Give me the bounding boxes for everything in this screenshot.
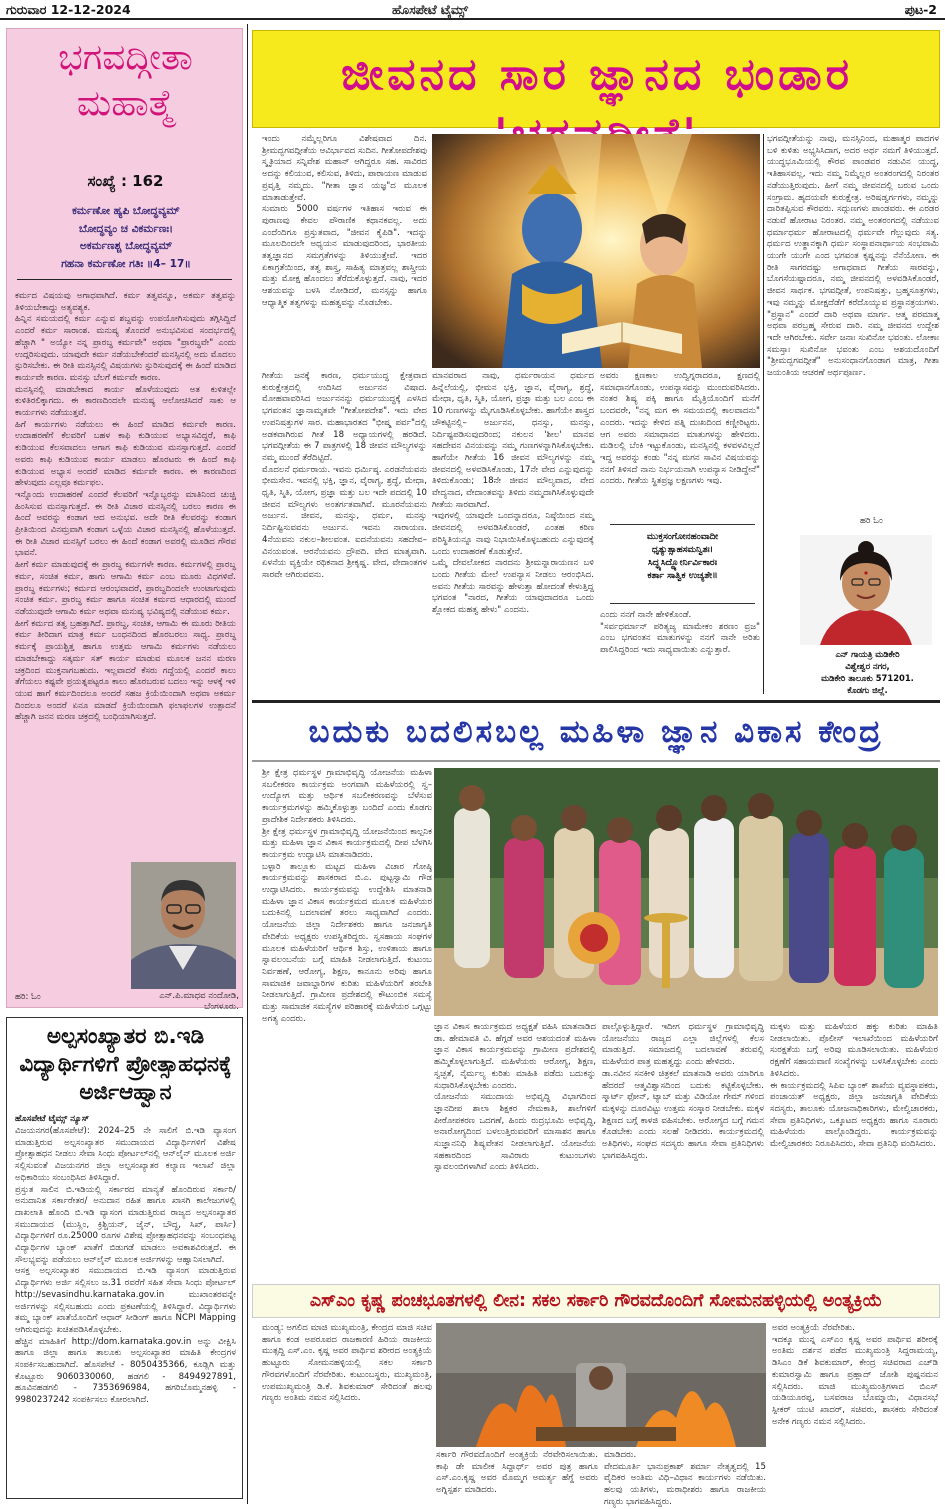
portrait-woman-image — [800, 535, 932, 645]
article3-col2: ಸರ್ಕಾರಿ ಗೌರವದೊಂದಿಗೆ ಅಂತ್ಯಕ್ರಿಯೆ ನೆರವೇರಿಸಲಾಯಿತು. ಕಾಫಿ ಡೇ ಮಾಲೀಕ ಸಿದ್ದಾರ್ಥ್ ಅವರ ಪುತ್ರ ಹಾಗೂ ಎಸ್.ಎಂ.ಕೃಷ್ಣ ಅವರ ಮೊಮ್ಮಗ ಅಮರ್ತ್ಯ ಹೆಗ್ಡೆ ಅವರು ಅಗ್ನಿಸ್ಪರ್ಶ ಮಾಡಿದರು. — [436, 1450, 598, 1496]
gita-author: ಎನ್.ಪಿ.ಮಾಧವ ನಂದೋಡಿ, ಬೆಂಗಳೂರು. — [159, 991, 239, 1012]
masthead — [0, 0, 945, 20]
gita-verse: ಕರ್ಮಣೋ ಹ್ಯಪಿ ಬೋದ್ಧವ್ಯಮ್ ಬೋದ್ಧವ್ಯಂ ಚ ವಿಕರ್ಮಣಃ। ಅಕರ್ಮಣಶ್ಚ ಬೋದ್ಧವ್ಯಮ್ ಗಹನಾ ಕರ್ಮಣೋ ಗತಿಃ ॥4– 17॥ — [61, 205, 191, 270]
article1-headline: ಜೀವನದ ಸಾರ ಜ್ಞಾನದ ಭಂಡಾರ — [341, 49, 853, 100]
notice-title: ಅಲ್ಪಸಂಖ್ಯಾತರ ಬಿ.ಇಡಿ ವಿದ್ಯಾರ್ಥಿಗಳಿಗೆ ಪ್ರೋತ್ಸಾಹಧನಕ್ಕೆ ಅರ್ಜಿಆಹ್ವಾನ — [19, 1024, 232, 1105]
article1-quote: ಮುಕ್ತಸಂಗೋನಹಂವಾದೀ ಧೃತ್ಯುತ್ಸಾಹಸಮನ್ವಿತಃ। ಸಿದ್ಧ್ಯಸಿದ್ಧ್ಯೋರ್ನಿರ್ವಿಕಾರಃ ಕರ್ತಾ ಸಾತ್ವಿಕ ಉಚ್ಯತೇ॥ — [610, 524, 755, 604]
article2-col4: ಮಕ್ಕಳು ಮತ್ತು ಮಹಿಳೆಯರ ಹಕ್ಕು ಕುರಿತು ಮಾಹಿತಿ ನೀಡಲಾಯಿತು. ಪೊಲೀಸ್ ಇಲಾಖೆಯಿಂದ ಮಹಿಳೆಯರಿಗೆ ಸುರಕ್ಷತೆಯ ಬಗ್ಗೆ ಅರಿವು ಮೂಡಿಸಲಾಯಿತು. ಮಹಿಳೆಯರ ರಕ್ಷಣೆಗೆ ಸಹಾಯವಾಣಿ ಸಂಖ್ಯೆಗಳನ್ನು ಬಳಸಿಕೊಳ್ಳಬೇಕು ಎಂದು ತಿಳಿಸಿದರು. ಈ ಕಾರ್ಯಕ್ರಮದಲ್ಲಿ ಸಿಪಿಐ ಬ್ಯಾಂಕ್ ಶಾಖೆಯ ವ್ಯವಸ್ಥಾಪಕರು, ಪಂಚಾಯತ್ ಅಧ್ಯಕ್ಷರು, ಜಿಲ್ಲಾ ಜನಜಾಗೃತಿ ವೇದಿಕೆಯ ಸದಸ್ಯರು, ತಾಲೂಕು ಯೋಜನಾಧಿಕಾರಿಗಳು, ಮೇಲ್ವಿಚಾರಕರು, ಸೇವಾ ಪ್ರತಿನಿಧಿಗಳು, ಒಕ್ಕೂಟದ ಅಧ್ಯಕ್ಷರು ಹಾಗೂ ನೂರಾರು ಮಹಿಳೆಯರು ಪಾಲ್ಗೊಂಡಿದ್ದರು. ಕಾರ್ಯಕ್ರಮವನ್ನು ಮೇಲ್ವಿಚಾರಕರು ನಿರೂಪಿಸಿದರು, ಸೇವಾ ಪ್ರತಿನಿಧಿ ವಂದಿಸಿದರು. — [770, 1022, 938, 1150]
article1-col1-top: ಇಂದು ನಮ್ಮೆಲ್ಲರಿಗೂ ವಿಶೇಷವಾದ ದಿನ. ಶ್ರೀಮದ್ಭಗವದ್ಗೀತೆಯ ಆವಿರ್ಭಾವದ ಸುದಿನ. ಗೀತೋಪದೇಶವು ಸ್ಮೃತಿಯಾದ ಸನ್ನಿವೇಶ ಮಹಾನ್ ಆಗಿದ್ದರೂ ಸಹ. ಸಾವಿರದ ಅದನ್ನು ಕಲಿಯುವ, ಕಲಿಸುವ, ತಿಳಿದು, ಪಾರಾಯಣ ಮಾಡುವ ಪ್ರವೃತ್ತಿ ನಮ್ಮದು. "ಗೀತಾ ಜ್ಞಾನ ಯಜ್ಞ"ದ ಮೂಲಕ ಮಾತಾಡುತ್ತೇವೆ. ಸುಮಾರು 5000 ವರ್ಷಗಳ ಇತಿಹಾಸ ಇರುವ ಈ ಪುರಾಣವು ಕೇವಲ ಪೌರಾಣಿಕ ಕಥಾನಕವಲ್ಲ. ಅದು ಎಂದೆಂದಿಗೂ ಪ್ರಸ್ತುತವಾದ, "ಜೀವನ ಕೈಪಿಡಿ". ಇದನ್ನು ಮೂಲದಿಂದಲೇ ಅಧ್ಯಯನ ಮಾಡುವುದರಿಂದ, ಭಾರತೀಯ ತತ್ವಜ್ಞಾನದ ಸಮಗ್ರತೆಗಳನ್ನು ತಿಳಿಯುತ್ತೇವೆ. ಇದರ ಏಕಾಗ್ರತೆಯಿಂದ, ತತ್ವ ಶಾಸ್ತ್ರ, ಸಾಹಿತ್ಯ ಮಾತ್ರವಲ್ಲ ಶಾಸ್ತ್ರೀಯ ಮತ್ತು ಮೋಕ್ಷ ಹೊಂದಲು ತೆರೆದುಕೊಳ್ಳುತ್ತದೆ. ನಾವು, ಇದರ ಆಶಯವನ್ನು ಬಳಸಿ ನೋಡಿದರೆ, ಮನಸ್ಸನ್ನು ಹಾಗೂ ಆಧ್ಯಾತ್ಮಿಕ ತತ್ವಗಳನ್ನು ಮಹತ್ವವನ್ನು ನೊಡಬೇಕು. — [262, 134, 427, 308]
article2-header — [252, 700, 940, 762]
krishna-arjuna-illustration — [432, 134, 760, 368]
article1-col1-bottom: ಗೀತೆಯ ಜನಕ್ಕೆ ಕಾರಣ, ಧರ್ಮಯುದ್ಧ ಕ್ಷೇತ್ರವಾದ ಕುರುಕ್ಷೇತ್ರದಲ್ಲಿ ಉದಿಸಿದ ಅರ್ಜುನನ ವಿಷಾದ. ಮೋಹವಾವರಿಸಿದ ಅರ್ಜುನನನ್ನು ಧರ್ಮಯುದ್ಧಕ್ಕೆ ಎಳಸಿದ ಭಗವಂತನ ಜ್ಞಾನಾಮೃತವೇ "ಗೀತೋಪದೇಶ". ಇದು ವೇದ ಉಪನಿಷತ್ತುಗಳ ಸಾರ. ಮಹಾಭಾರತದ "ಭೀಷ್ಮ ಪರ್ವ"ದಲ್ಲಿ ಅಡಕವಾಗಿರುವ ಗೀತೆ 18 ಅಧ್ಯಾಯಗಳಲ್ಲಿ ಹರಡಿದೆ. ಭಗವದ್ಗೀತೆಯ ಈ 7 ಪಾತ್ರಗಳಲ್ಲಿ 18 ಜೀವನ ಮೌಲ್ಯಗಳನ್ನು ನಮ್ಮ ಮುಂದೆ ತೆರೆದಿಟ್ಟಿದೆ. ಮೊದಲನೆ ಧರ್ಮರಾಯ. ಇವನು ಧರ್ಮಿಷ್ಠ. ಎರಡನೆಯವನು ಭೀಮಸೇನ. ಇವನಲ್ಲಿ ಭಕ್ತಿ, ಜ್ಞಾನ, ವೈರಾಗ್ಯ, ಶ್ರದ್ಧೆ, ಮೇಧಾ, ಧೃತಿ, ಸ್ಮಿತಿ, ಯೋಗ, ಪ್ರಜ್ಞಾ ಮತ್ತು ಬಲ ಇದೇ ಪದದಲ್ಲಿ 10 ಜೀವನ ಮೌಲ್ಯಗಳು ಅಂತರ್ಗತವಾಗಿವೆ. ಮೂರನೆಯವನು ಅರ್ಜುನ. ಜೀವನ, ಮನಸ್ಸು, ಧರ್ಮ, ಮನಸ್ಸು ನಿರ್ದಿಷ್ಟಿಸುವವನು ಅರ್ಜುನ. ಇವನು ನಾರಾಯಣ. 4ನೆಯವನು ನಕುಲ–ಶೀಲವಂತ. ಐದನೆಯವನು ಸಹದೇವ–ವಿನಯವಂತ. ಆರನೆಯವನು ದ್ರೌಪದಿ. ವೇದ ಮಾತೃವಾಗಿ. ಏಳನೆಯ ವ್ಯಕ್ತಿಯೇ ರಥಿಕನಾದ ಶ್ರೀಕೃಷ್ಣ. ವೇದ, ವೇದಾಂತಗಳ ಸಾರವೇ ಆಗಿರುವವನು. — [262, 371, 427, 580]
gita-body-text: ಕರ್ಮದ ವಿಷಯವು ಅಗಾಧವಾಗಿದೆ. ಕರ್ಮ ತತ್ವವನ್ನೂ, ಅಕರ್ಮ ತತ್ವವನ್ನು ತಿಳಿಯಬೇಕಾದ್ದು ಅತ್ಯವಶ್ಯಕ. ಹಿನ್ನಿನ ಸಮಯದಲ್ಲಿ ಕರ್ಮ ಎನ್ನುವ ಶಬ್ದವನ್ನು ಉಪಯೋಗಿಸುವುದು ತಗ್ಗಿಸಿದ್ದಿದೆ ಎಂದರೆ ಕರ್ಮ ಸಾರಾಂಶ. ಮನುಷ್ಯ ತೊಂದರೆ ಅನುಭವಿಸುವ ಸಂದರ್ಭದಲ್ಲಿ ಹೆಚ್ಚಾಗಿ " ಅಯ್ಯೋ ನನ್ನ ಪ್ರಾರಬ್ಧ ಕರ್ಮವೇ" ಅಥವಾ "ಪ್ರಾರಬ್ಧವೇ" ಎಂದು ಉದ್ಗರಿಸುವುದು. ಯಾವುದೇ ಕರ್ಮ ನಡೆಯಬೇಕೆಂದರೆ ಮನಸ್ಸಿನಲ್ಲಿ ಅದು ಮೊದಲು ಸ್ಫುರಿಸಬೇಕು. ಈ ರೀತಿ ಮನಸ್ಸಿನಲ್ಲಿ ವಿಷಯಗಳು ಸ್ಫುರಿಸುವುದಕ್ಕೆ ಈ ಹಿಂದೆ ಮಾಡಿದ ಕಾರ್ಯವೇ ಕಾರಣ. ಮನಸ್ಸು ಬೆಲಗೆ ಕರ್ಮವೇ ಕಾರಣ. ಮನಸ್ಸಿನಲ್ಲಿ ಮಾಡಬೇಕಾದ ಕಾರ್ಯ ಹೊಳೆಯುವುದು ಅತ ಕುಳಿತಲ್ಲೇ ಕುಳಿತಿರಲಿಕ್ಕಾಗದು. ಈ ಕಾರಣದಿಂದಲೇ ಮನುಷ್ಯ ಆಲೋಚಿಸಿದರೆ ಸಾಕು ಆ ಕಾರ್ಯಗಳು ನಡೆಯುತ್ತವೆ. ಹಿಗೆ ಕಾರ್ಯಗಳು ನಡೆಯಲು ಈ ಹಿಂದೆ ಮಾಡಿದ ಕರ್ಮವೇ ಕಾರಣ. ಉದಾಹರಣೆಗೆ ಕೆಲವರಿಗೆ ಬಹಳ ಕಾಫಿ ಕುಡಿಯುವ ಅಭ್ಯಾಸವಿದ್ದರೆ, ಕಾಫಿ ಕುಡಿಯುವ ಕೆಲಸವಾದಲು ಆಗಾಗ ಕಾಫಿ ಕುಡಿಯುವ ಮನಸ್ಸಾಗುತ್ತದೆ. ಎಂದರೆ ಅವರು ಕಾಫಿ ಕುಡಿಯುವ ಕಾರ್ಯ ಮಾಡಲು ಹೊರಟರು ಈ ಹಿಂದೆ ಕಾಫಿ ಕುಡಿಯುವ ಅಭ್ಯಾಸ ಅಂದರೆ ಮಾಡಿದ ಕರ್ಮವೇ ಕಾರಣ. ಈ ಕಾರಣದಿಂದ ಹೇಳುವುದು ಎಲ್ಲವೂ ಕರ್ಮಫಲ. ಇನ್ನೊಂದು ಉದಾಹರಣೆ ಎಂದರೆ ಕೆಲವರಿಗೆ ಇನ್ನೊಬ್ಬರನ್ನು ಮಾತಿನಿಂದ ಚುಚ್ಚಿ ಹಿಂಸಿಸುವ ಮನಸ್ಸಾಗುತ್ತದೆ. ಈ ರೀತಿ ವಿಚಾರ ಮನಸ್ಸಿನಲ್ಲಿ ಬರಲು ಕಾರಣ ಈ ಹಿಂದೆ ಅವರನ್ನು ಕಂಡಾಗ ಆದ ಅನುಭವ. ಅದೇ ರೀತಿ ಕೆಲವರನ್ನು ಕಂಡಾಗ ಪ್ರೀತಿಯಿಂದ ವಿನಮ್ರವಾಗಿ ಕಂಡಾಗ ಒಳ್ಳೆಯ ವಿಚಾರ ಮನಸ್ಸಿನಲ್ಲಿ ಹೊಳೆಯುತ್ತದೆ. ಈ ರೀತಿ ವಿಚಾರ ಮನಸ್ಸಿಗೆ ಬರಲು ಈ ಹಿಂದೆ ಕಂಡಾಗ ಅವರಲ್ಲಿ ಮೂಡಿದ ಗೌರವ ಭಾವನೆ. ಹೀಗೆ ಕರ್ಮ ಮಾಡುವುದಕ್ಕೆ ಈ ಪ್ರಾರಬ್ಧ ಕರ್ಮಗಳೇ ಕಾರಣ. ಕರ್ಮಗಳಲ್ಲಿ ಪ್ರಾರಬ್ಧ ಕರ್ಮ, ಸಂಚಿತ ಕರ್ಮ, ಹಾಗು ಆಗಾಮಿ ಕರ್ಮ ಎಂಬ ಮೂರು ವಿಧಗಳಿವೆ. ಪ್ರಾರಬ್ಧ ಕರ್ಮಗಳು; ಕರ್ಮದ ಆರಂಭವಾದರೆ, ಪ್ರಾರಬ್ಧದಿಂದಲೇ ಉಂಟಾಗುವುದು ಸಂಚಿತ ಕರ್ಮ. ಪ್ರಾರಬ್ಧ ಕರ್ಮ ಹಾಗೂ ಸಂಚಿತ ಕರ್ಮದ ಆಧಾರದಲ್ಲಿ ಮುಂದೆ ನಡೆಯುವುದೇ ಆಗಾಮಿ ಕರ್ಮ ಅಥವಾ ಮನುಷ್ಯ ಭವಿಷ್ಯದಲ್ಲಿ ನಡೆಯುವ ಕರ್ಮ. ಹೀಗೆ ಕರ್ಮದ ತತ್ವ ಬ್ರಹತ್ತಾಗಿದೆ. ಪ್ರಾರಬ್ಧ, ಸಂಚಿತ, ಆಗಾಮಿ ಈ ಮೂರು ರೀತಿಯ ಕರ್ಮ ತೀರಿದಾಗ ಮಾತ್ರ ಕರ್ಮ ಬಂಧನದಿಂದ ಹೊರಬರಲು ಸಾಧ್ಯ. ಪ್ರಾರಬ್ಧ ಕರ್ಮಕ್ಕೆ ಪ್ರಾಯಶ್ಚಿತ್ತ ಹಾಗೂ ಉತ್ತಮ ಆಗಾಮಿ ಕರ್ಮಗಳು ನಡೆಯಲು ಮಾಡಬೇಕಾದ್ದು ಸತ್ಕರ್ಮ ಸತ್ ಕಾರ್ಯ ಮಾಡುವ ಮೂಲಕ ಜನನ ಮರಣ ಚಕ್ರದಿಂದ ಮುಕ್ತನಾಗಬಹುದು. ಇಲ್ಲವಾದರೆ ಕೆಸರು ಗದ್ದೆಯಲ್ಲಿ ಎಂದರೆ ಕಾಲು ತೆಗೆಯಲು ಕಷ್ಟವೇ ಪ್ರಯತ್ನಪಟ್ಟರೂ ಕಾಲು ಹೊರಬರುವ ಬದಲು ಇನ್ನು ಆಳಕ್ಕೆ ಇಳಿ ಯುವ ಹಾಗೆ ಕರ್ಮದಿಂದಲೂ ಅಂದರೆ ಸಹಜ ಕ್ರಿಯೆಯಿಂದಾಗಿ ಅಥವಾ ಅಕರ್ಮ ದಿಂದಲೂ ಅಂದರೆ ಏನೂ ಮಾಡದೆ ಕ್ರಿಯೆಯಿಂದಾಗಿ ಫಲಾಫಲಗಳ ಉತ್ಪಾದನೆ ಹೆಚ್ಚಾಗಿ ಜನನ ಮರಣ ಚಕ್ರದಲ್ಲಿ ಬಂಧಿಯಾಗಿಸುತ್ತದೆ. — [15, 291, 236, 723]
event-photo — [434, 768, 938, 1016]
article1-col3: ಅವರು ಕ್ಷಣಕಾಲ ಉದ್ವಿಗ್ನರಾದರೂ, ಕ್ಷಣದಲ್ಲಿ ಸಮಾಧಾನಗೊಂಡು, ಉಪನ್ಯಾಸವನ್ನು ಮುಂದುವರಿಸಿದರು. ನಂತರ ಶಿಷ್ಯ ಪಕ್ಕಿ ಹಾಗೂ ಮೈತ್ರಿಯೊಂದಿಗೆ ಮನೆಗೆ ಬಂದವರೇ, "ನನ್ನ ಮಗ ಈ ಸಮಯದಲ್ಲಿ ಕಾಲವಾದನು" ಎಂದರು. ಇದನ್ನು ಕೇಳಿದ ಪತ್ನಿ ದುಃಖದಿಂದ ಕಣ್ಣೀರಿಟ್ಟರು. ಆಗ ಅವರು ಸಮಾಧಾನದ ಮಾತುಗಳನ್ನು ಹೇಳಿದರು. ಮಡಿಲಲ್ಲಿ ಬೆಂಕಿ ಇಟ್ಟುಕೊಂಡು, ಮನಸ್ಸಿನಲ್ಲಿ ಕಳವಳವಿಲ್ಲದೆ ಇದ್ದ ಅವರನ್ನು ಕಂಡು "ನನ್ನ ಮಗನ ಸಾವಿನ ವಿಷಯವನ್ನು ನನಗೆ ತಿಳಿಸದೆ ನಾನು ನಿರ್ಭಯನಾಗಿ ಉಪನ್ಯಾಸ ನೀಡಿದ್ದೇನೆ" ಎಂದರು. ಗೀತೆಯ ಸ್ಥಿತಪ್ರಜ್ಞ ಲಕ್ಷಣಗಳು ಇವು. — [600, 371, 760, 487]
article3-col3: ಮಾಡಿದರು. ವೇದಮೂರ್ತಿ ಭಾನುಪ್ರಕಾಶ್ ಶರ್ಮಾ ನೇತೃತ್ವದಲ್ಲಿ 15 ವೈದಿಕರ ಅಂತಿಮ ವಿಧಿ–ವಿಧಾನ ಕಾರ್ಯಗಳು ನಡೆಯಿತು. ಹಲವು ಯತಿಗಳು, ಮಠಾಧೀಶರು ಹಾಗೂ ರಾಜಕೀಯ ಗಣ್ಯರು ಭಾಗವಹಿಸಿದ್ದರು. — [604, 1450, 766, 1507]
article1-author: ಎನ್ ಗಾಯತ್ರಿ ಮಡಿಕೇರಿ ವಿಶ್ವೇಶ್ವರ ನಗರ, ಮಡಿಕೇರಿ ತಾಲೂಕು 571201. ಕೊಡಗು ಜಿಲ್ಲೆ. — [821, 649, 914, 695]
article2-col2: ಜ್ಞಾನ ವಿಕಾಸ ಕಾರ್ಯಕ್ರಮದ ಅಧ್ಯಕ್ಷತೆ ವಹಿಸಿ ಮಾತನಾಡಿದ ಡಾ. ಹೇಮಾವತಿ ವಿ. ಹೆಗ್ಗಡೆ ಅವರ ಆಶಯದಂತೆ ಮಹಿಳಾ ಜ್ಞಾನ ವಿಕಾಸ ಕಾರ್ಯಕ್ರಮವನ್ನು ಗ್ರಾಮೀಣ ಪ್ರದೇಶದಲ್ಲಿ ಹಮ್ಮಿಕೊಳ್ಳಲಾಗುತ್ತಿದೆ. ಮಹಿಳೆಯರು ಆರೋಗ್ಯ, ಶಿಕ್ಷಣ, ಸ್ವಚ್ಛತೆ, ನೈರ್ಮಲ್ಯ ಕುರಿತು ಮಾಹಿತಿ ಪಡೆದು ಬದುಕನ್ನು ಸುಧಾರಿಸಿಕೊಳ್ಳಬೇಕು ಎಂದರು. ಯೋಜನೆಯ ಸಮುದಾಯ ಅಭಿವೃದ್ಧಿ ವಿಭಾಗದಿಂದ ಜ್ಞಾನದೀಪ ಶಾಲಾ ಶಿಕ್ಷಕರ ನೇಮಕಾತಿ, ಶಾಲೆಗಳಿಗೆ ಪೀಠೋಪಕರಣ ಒದಗಣೆ, ಹಿಂದು ರುದ್ರಭೂಮಿ ಅಭಿವೃದ್ಧಿ, ಅನಾರೋಗ್ಯದಿಂದ ಬಳಲುತ್ತಿರುವವರಿಗೆ ಮಾಸಾಶನ ಹಾಗೂ ಸುಜ್ಞಾನನಿಧಿ ಶಿಷ್ಯವೇತನ ನೀಡಲಾಗುತ್ತಿದೆ. ಯೋಜನೆಯ ಸಹಕಾರದಿಂದ ಸಾವಿರಾರು ಕುಟುಂಬಗಳು ಸ್ವಾವಲಂಬಿಗಳಾಗಿವೆ ಎಂದು ತಿಳಿಸಿದರು. — [434, 1022, 596, 1173]
article3-col1: ಮಂಡ್ಯ: ಅಗಲಿದ ಮಾಜಿ ಮುಖ್ಯಮಂತ್ರಿ, ಕೇಂದ್ರದ ಮಾಜಿ ಸಚಿವ ಹಾಗೂ ಕಂಡ ಅಪರೂಪದ ರಾಜಕಾರಣಿ ಹಿರಿಯ ರಾಜಕೀಯ ಮುತ್ಸದ್ದಿ ಎಸ್.ಎಂ. ಕೃಷ್ಣ ಅವರ ಪಾರ್ಥಿವ ಶರೀರದ ಅಂತ್ಯಕ್ರಿಯೆ ಹುಟ್ಟೂರು ಸೋಮನಹಳ್ಳಿಯಲ್ಲಿ ಸಕಲ ಸರ್ಕಾರಿ ಗೌರವಗಳೊಂದಿಗೆ ನೆರವೇರಿತು. ಕುಟುಂಬಸ್ಥರು, ಮುಖ್ಯಮಂತ್ರಿ, ಉಪಮುಖ್ಯಮಂತ್ರಿ ಡಿ.ಕೆ. ಶಿವಕುಮಾರ್ ಸೇರಿದಂತೆ ಹಲವು ಗಣ್ಯರು ಅಂತಿಮ ನಮನ ಸಲ್ಲಿಸಿದರು. — [262, 1323, 432, 1404]
article1-col4: ಭಗವದ್ಗೀತೆಯನ್ನು ನಾವು, ಮನಸ್ಸಿನಿಂದ, ಮಹಾತ್ಮರ ಪಾದಗಳ ಬಳಿ ಕುಳಿತು ಅಭ್ಯಸಿಸಿದಾಗ, ಅದರ ಅರ್ಥ ನಮಗೆ ತಿಳಿಯುತ್ತದೆ. ಯುದ್ಧಭೂಮಿಯಲ್ಲಿ ಕೌರವ ಪಾಂಡವರ ನಡುವಿನ ಯುದ್ಧ, ಇತಿಹಾಸವಲ್ಲ, ಇದು ನಮ್ಮ ನಿಮ್ಮೆಲ್ಲರ ಅಂತರಂಗದಲ್ಲಿ ನಿರಂತರ ನಡೆಯುತ್ತಿರುವುದು. ಹೀಗೆ ನಮ್ಮ ಜೀವನದಲ್ಲಿ ಬರುವ ಒಂದು ಸಂಗ್ರಾಮ. ಹೃದಯವೇ ಕುರುಕ್ಷೇತ್ರ. ಅರಿಷಡ್ವರ್ಗಗಳು, ನಮ್ಮನ್ನು ದಾರಿತಪ್ಪಿಸುವ ಕೌರವರು. ಸದ್ಗುಣಗಳು ಪಾಂಡವರು. ಈ ಎರಡರ ನಡುವೆ ಹೋರಾಟ ನಿರಂತರ. ನಮ್ಮ ಅಂತರಂಗದಲ್ಲಿ ನಡೆಯುವ ಧರ್ಮಾಧರ್ಮ ಹೋರಾಟದಲ್ಲಿ ಧರ್ಮವೇ ಗೆಲ್ಲುವುದು ಸತ್ಯ. ಧರ್ಮದ ಉತ್ಥಾನಕ್ಕಾಗಿ ಧರ್ಮ ಸಂಸ್ಥಾಪನಾರ್ಥಾಯ ಸಂಭವಾಮಿ ಯುಗೇ ಯುಗೇ ಎಂದ ಭಗವಂತ ಕೃಷ್ಣನನ್ನು ನೆನೆಯೋಣ. ಈ ರೀತಿ ಸಾಗರದಷ್ಟು ಅಗಾಧವಾದ ಗೀತೆಯ ಸಾರವನ್ನು, ಬೊಗಸೆಯಷ್ಟಾದರೂ, ನಮ್ಮ ಜೀವನದಲ್ಲಿ ಅಳವಡಿಸಿಕೊಂಡರೆ, ಜೀವನ ಸಾರ್ಥಕ. ಭಗವದ್ಗೀತೆ, ಉಪನಿಷತ್ತು, ಬ್ರಹ್ಮಸೂತ್ರಗಳು, ಇವು ನಮ್ಮನ್ನು ಮೋಕ್ಷದೆಡೆಗೆ ಕರೆದೊಯ್ಯುವ ಪ್ರಸ್ಥಾನತ್ರಯಗಳು. "ಪ್ರಸ್ಥಾನ" ಎಂದರೆ ದಾರಿ ಅಥವಾ ಮಾರ್ಗ. ಆತ್ಮ ಪರಮಾತ್ಮ ಅಥವಾ ಪರಬ್ರಹ್ಮ ಸೇರುವ ದಾರಿ. ನಮ್ಮ ಜೀವನದ ಉದ್ದೇಶ ಇದೇ ಆಗಿರಬೇಕು. ಸರ್ವೇ ಜನಾಃ ಸುಖಿನೋ ಭವಂತು. ಲೋಕಾಃ ಸಮಸ್ತಾಃ ಸುಖಿನೋ ಭವಂತು ಎಂಬ ಆಶಯದೊಂದಿಗೆ "ಶ್ರೀಮದ್ಭಗವದ್ಗೀತೆ" ಅನುಸಂಧಾನಗೊಂಡಾಗ ಮಾತ್ರ, ಗೀತಾ ಜಯಂತಿಯ ಆಚರಣೆ ಅರ್ಥಪೂರ್ಣ. — [767, 134, 939, 379]
cremation-photo — [436, 1323, 766, 1447]
gita-issue-number: ಸಂಖ್ಯೆ : 162 — [87, 172, 164, 190]
notice-body-text: ವಿಜಯನಗರ(ಹೊಸಪೇಟೆ): 2024–25 ನೇ ಸಾಲಿಗೆ ಬಿ.ಇಡಿ ವ್ಯಾಸಂಗ ಮಾಡುತ್ತಿರುವ ಅಲ್ಪಸಂಖ್ಯಾತರ ಸಮುದಾಯದ ವಿದ್ಯಾರ್ಥಿಗಳಿಗೆ ವಿಶೇಷ ಪ್ರೋತ್ಸಾಹಧನ ನೀಡಲು ಸೇವಾ ಸಿಂಧು ಪೋರ್ಟಲ್‌ನಲ್ಲಿ ಆನ್‌ಲೈನ್ ಮೂಲಕ ಅರ್ಜಿ ಸಲ್ಲಿಸುವಂತೆ ವಿಜಯನಗರ ಜಿಲ್ಲಾ ಅಲ್ಪಸಂಖ್ಯಾತರ ಕಲ್ಯಾಣ ಇಲಾಖೆ ಜಿಲ್ಲಾ ಅಧಿಕಾರಿಯು ಸಂಬಂಧಿಸಿದ ತಿಳಿಸಿದ್ದಾರೆ. ಪ್ರಸ್ತುತ ಸಾಲಿನ ಬಿ.ಇಡಿಯಲ್ಲಿ ಸರ್ಕಾರದ ಮಾನ್ಯತೆ ಹೊಂದಿರುವ ಸರ್ಕಾರಿ/ಅನುದಾನಿತ ಸರ್ಕಾರೇತರ/ ಅನುದಾನ ರಹಿತ ಹಾಗೂ ಖಾಸಗಿ ಕಾಲೇಜುಗಳಲ್ಲಿ ದಾಖಲಾತಿ ಹೊಂದಿ ಬಿ.ಇಡಿ ವ್ಯಾಸಂಗ ಮಾಡುತ್ತಿರುವ ರಾಜ್ಯದ ಅಲ್ಪಸಂಖ್ಯಾತರ ಸಮುದಾಯದ (ಮುಸ್ಲಿಂ, ಕ್ರಿಶ್ಚಿಯನ್, ಜೈನ್, ಬೌದ್ಧ, ಸಿಖ್, ಪಾರ್ಸಿ) ವಿದ್ಯಾರ್ಥಿಗಳಿಗೆ ರೂ.25000 ರೂಗಳ ವಿಶೇಷ ಪ್ರೋತ್ಸಾಹಧನವನ್ನು ಸಂಬಂಧಪಟ್ಟ ವಿದ್ಯಾರ್ಥಿಗಳ ಬ್ಯಾಂಕ್ ಖಾತೆಗೆ ಬಿಡುಗಡೆ ಮಾಡಲು ಅವಕಾಶವಿರುತ್ತದೆ. ಈ ಸೌಲಭ್ಯವನ್ನು ಪಡೆಯಲು ಆನ್‌ಲೈನ್ ಮೂಲಕ ಅರ್ಜಿಗಳನ್ನು ಆಹ್ವಾನಿಸಲಾಗಿದೆ. ಆಸಕ್ತ ಅಲ್ಪಸಂಖ್ಯಾತರ ಸಮುದಾಯದ ಬಿ.ಇಡಿ ವ್ಯಾಸಂಗ ಮಾಡುತ್ತಿರುವ ವಿದ್ಯಾರ್ಥಿಗಳು ಅರ್ಜಿ ಸಲ್ಲಿಸಲು ಜ.31 ರವರೆಗೆ ಸಹಿತ ಸೇವಾ ಸಿಂಧು ಪೋರ್ಟಲ್ http://sevasindhu.karnataka.gov.in ಮುಖಾಂತರವನ್ನೇ ಅರ್ಜಿಗಳನ್ನು ಸಲ್ಲಿಸಬಹುದು ಎಂದು ಪ್ರಕಟಣೆಯಲ್ಲಿ ತಿಳಿಸಿದ್ದಾರೆ. ವಿದ್ಯಾರ್ಥಿಗಳು ತಮ್ಮ ಬ್ಯಾಂಕ್ ಖಾತೆಯೊಂದಿಗೆ ಆಧಾರ್ ಸೀಡಿಂಗ್ ಹಾಗೂ NCPI Mapping ಆಗಿರುವುದನ್ನು ಖಚಿತಪಡಿಸಿಕೊಳ್ಳಬೇಕು. ಹೆಚ್ಚಿನ ಮಾಹಿತಿಗೆ http://dom.karnataka.gov.in ಅನ್ನು ವೀಕ್ಷಿಸಿ ಹಾಗೂ ಜಿಲ್ಲಾ ಹಾಗೂ ತಾಲೂಕು ಅಲ್ಪಸಂಖ್ಯಾತರ ಮಾಹಿತಿ ಕೇಂದ್ರಗಳ ಸಂಪರ್ಕಿಸಬಹುದಾಗಿದೆ. ಹೊಸಪೇಟೆ - 8050435366, ಕೂಡ್ಲಿಗಿ ಮತ್ತು ಕೊಟ್ಟೂರು 9060330060, ಹಡಗಲಿ - 8494927891, ಹೂವಿನಹಡಗಲಿ - 7353696984, ಹಗರಿಬೊಮ್ಮನಹಳ್ಳಿ - 9980237242 ಸಂಪರ್ಕಿಸಲು ಕೋರಲಾಗಿದೆ. — [15, 1126, 236, 1406]
column-rule — [247, 24, 248, 1504]
krishna-arjuna-image — [432, 134, 760, 368]
page-number: ಪುಟ-2 — [904, 2, 937, 17]
gita-column-title: ಭಗವದ್ಗೀತಾ ಮಹಾತ್ಮೆ — [58, 37, 193, 124]
article1-col2: ಮಾನವರಾದ ನಾವು, ಧರ್ಮರಾಯನ ಧರ್ಮದ ಹಿನ್ನೆಲೆಯಲ್ಲಿ, ಭೀಮನ ಭಕ್ತಿ, ಜ್ಞಾನ, ವೈರಾಗ್ಯ, ಶ್ರದ್ಧೆ, ಮೇಧಾ, ಧೃತಿ, ಸ್ಮಿತಿ, ಯೋಗ, ಪ್ರಜ್ಞಾ ಮತ್ತು ಬಲ ಎಂಬ ಈ 10 ಗುಣಗಳನ್ನು ಮೈಗೂಡಿಸಿಕೊಳ್ಳಬೇಕು. ಹಾಗೆಯೇ ಶಾಸ್ತ್ರದ ಚೌಕಟ್ಟಿನಲ್ಲಿ– ಅರ್ಜುನನ, ಧನಸ್ಸು, ಮನಸ್ಸು, ನಿರ್ದಿಷ್ಟಪಡಿಸುವುದರಿಂದ; ನಕುಲನ 'ಶೀಲ' ಮಾನವ ಸಹದೇವನ ವಿನಯವನ್ನು ನಮ್ಮ ಗುಣಗಳನ್ನಾಗಿಸಿಕೊಳ್ಳಬೇಕು. ಹಾಗೆಯೇ ಗೀತೆಯ 16 ಜೀವನ ಮೌಲ್ಯಗಳನ್ನು ನಮ್ಮ ಜೀವನದಲ್ಲಿ ಅಳವಡಿಸಿಕೊಂಡು, 17ನೇ ವೇದ ಎನ್ನುವುದನ್ನು ತಿಳಿದುಕೊಂಡು; 18ನೇ ಜೀವನ ಮೌಲ್ಯವಾದ, ವೇದ ವೇದ್ಯನಾದ, ವೇದಾಂತವನ್ನು ತಿಳಿದು ನಮ್ಮದಾಗಿಸಿಕೊಳ್ಳುವುದೇ ಗೀತೆಯ ಸಾರವಾಗಿದೆ. ಇವುಗಳಲ್ಲಿ ಯಾವುದೇ ಒಂದನ್ನಾದರೂ, ನಿಷ್ಠೆಯಿಂದ ನಮ್ಮ ಜೀವನದಲ್ಲಿ ಅಳವಡಿಸಿಕೊಂಡರೆ, ಎಂತಹ ಕಠಿಣ ಪರಿಸ್ಥಿತಿಯನ್ನೂ ನಾವು ನಿಭಾಯಿಸಿಕೊಳ್ಳಬಹುದು ಎನ್ನುವುದಕ್ಕೆ ಒಂದು ಉದಾಹರಣೆ ಕೊಡುತ್ತೇನೆ. ಒಮ್ಮೆ ದೇವಲೋಕದ ನಾರದನು ಶ್ರೀಮನ್ನಾರಾಯಣನ ಬಳಿ ಬಂದು ಗೀತೆಯ ಮೇಲೆ ಉಪನ್ಯಾಸ ನೀಡಲು ಆರಂಭಿಸಿದ. ಅವನು ಗೀತೆಯ ಸಾರವನ್ನು ಹೇಳುತ್ತಾ ಹೋದಂತೆ ಕೇಳುತ್ತಿದ್ದ ಭಗವಂತ "ನಾರದ, ಗೀತೆಯ ಯಾವುದಾದರೂ ಒಂದು ಶ್ಲೋಕದ ಮಹತ್ವ ಹೇಳು" ಎಂದನು. — [432, 371, 594, 616]
lamp-lighting-ceremony-image — [434, 768, 938, 1016]
article1-sign-off: ಹರಿ ಓಂ — [860, 516, 883, 526]
column-rule — [763, 134, 764, 694]
funeral-pyre-image — [436, 1323, 766, 1447]
article3-header — [252, 1284, 940, 1318]
article2-col1: ಶ್ರೀ ಕ್ಷೇತ್ರ ಧರ್ಮಸ್ಥಳ ಗ್ರಾಮಾಭಿವೃದ್ಧಿ ಯೋಜನೆಯ ಮಹಿಳಾ ಸಬಲೀಕರಣ ಕಾರ್ಯಕ್ರಮ ಅಂಗವಾಗಿ ಮಹಿಳೆಯರಲ್ಲಿ ಸ್ವ–ಉದ್ಯೋಗ ಮತ್ತು ಆರ್ಥಿಕ ಸಬಲೀಕರಣವನ್ನು ಬೆಳೆಸುವ ಕಾರ್ಯಕ್ರಮಗಳನ್ನು ಹಮ್ಮಿಕೊಳ್ಳುತ್ತಾ ಬಂದಿದೆ ಎಂದು ಕೊಡಗು ಪ್ರಾದೇಶಿಕ ನಿರ್ದೇಶಕರು ತಿಳಿಸಿದರು. ಶ್ರೀ ಕ್ಷೇತ್ರ ಧರ್ಮಸ್ಥಳ ಗ್ರಾಮಾಭಿವೃದ್ಧಿ ಯೋಜನೆಯಿಂದ ಕಾಲ್ಪನಿಕ ಮತ್ತು ಮಹಿಳಾ ಜ್ಞಾನ ವಿಕಾಸ ಕಾರ್ಯಕ್ರಮದಲ್ಲಿ ದೀಪ ಬೆಳಗಿಸಿ ಕಾರ್ಯಕ್ರಮ ಉದ್ಘಾಟಿಸಿ ಮಾತನಾಡಿದರು. ಬಳ್ಳಾರಿ ತಾಲ್ಲೂಕು ಮಟ್ಟದ ಮಹಿಳಾ ವಿಚಾರ ಗೋಷ್ಠಿ ಕಾರ್ಯಕ್ರಮವನ್ನು ಶಾಸಕರಾದ ಬಿ.ಎ. ಪುಟ್ಟಸ್ವಾಮಿ ಗೌಡ ಉದ್ಘಾಟಿಸಿದರು. ಕಾರ್ಯಕ್ರಮವನ್ನು ಉದ್ದೇಶಿಸಿ ಮಾತನಾಡಿ ಮಹಿಳಾ ಜ್ಞಾನ ವಿಕಾಸ ಕಾರ್ಯಕ್ರಮದ ಮೂಲಕ ಮಹಿಳೆಯರ ಬದುಕಿನಲ್ಲಿ ಬದಲಾವಣೆ ತರಲು ಸಾಧ್ಯವಾಗಿದೆ ಎಂದರು. ಯೋಜನೆಯ ಜಿಲ್ಲಾ ನಿರ್ದೇಶಕರು ಹಾಗೂ ಜನಜಾಗೃತಿ ವೇದಿಕೆಯ ಅಧ್ಯಕ್ಷರು ಉಪಸ್ಥಿತರಿದ್ದರು. ಸ್ವಸಹಾಯ ಸಂಘಗಳ ಮೂಲಕ ಮಹಿಳೆಯರಿಗೆ ಆರ್ಥಿಕ ಶಿಸ್ತು, ಉಳಿತಾಯ ಹಾಗೂ ಸ್ವಾವಲಂಬನೆಯ ಬಗ್ಗೆ ಮಾಹಿತಿ ನೀಡಲಾಗುತ್ತಿದೆ. ಕುಟುಂಬ ನಿರ್ವಹಣೆ, ಆರೋಗ್ಯ, ಶಿಕ್ಷಣ, ಕಾನೂನು ಅರಿವು ಹಾಗೂ ಸಾಮಾಜಿಕ ಜವಾಬ್ದಾರಿಗಳ ಕುರಿತು ಮಹಿಳೆಯರಿಗೆ ತರಬೇತಿ ನೀಡಲಾಗುತ್ತಿದೆ. ಗ್ರಾಮೀಣ ಪ್ರದೇಶದಲ್ಲಿ ಕೌಟುಂಬಿಕ ಸಮಸ್ಯೆ ಮತ್ತು ಸಾಮಾಜಿಕ ಸಮಸ್ಯೆಗಳ ಪರಿಹಾರಕ್ಕೆ ಮಹಿಳೆಯರ ಒಗ್ಗಟ್ಟು ಅಗತ್ಯ ಎಂದರು. — [262, 768, 432, 1024]
article2-headline: ಬದುಕು ಬದಲಿಸಬಲ್ಲ ಮಹಿಳಾ ಜ್ಞಾನ ವಿಕಾಸ ಕೇಂದ್ರ — [308, 714, 884, 750]
author-photo — [131, 862, 236, 989]
portrait-man-image — [131, 862, 236, 989]
gita-sign-off: ಹರಿ: ಓಂ — [15, 992, 41, 1002]
divider — [17, 279, 232, 280]
article3-headline: ಎಸ್‌ಎಂ ಕೃಷ್ಣ ಪಂಚಭೂತಗಳಲ್ಲಿ ಲೀನ: ಸಕಲ ಸರ್ಕಾರಿ ಗೌರವದೊಂದಿಗೆ ಸೋಮನಹಳ್ಳಿಯಲ್ಲಿ ಅಂತ್ಯಕ್ರಿಯೆ — [309, 1291, 883, 1311]
scholarship-notice — [6, 1017, 243, 1499]
author-photo-woman — [800, 535, 932, 645]
notice-dateline: ಹೊಸಪೇಟೆ ಟೈಮ್ಸ್ ನ್ಯೂಸ್ — [15, 1114, 90, 1124]
newspaper-name: ಹೊಸಪೇಟೆ ಟೈಮ್ಸ್ — [392, 2, 469, 17]
article1-col3-after: ಎಂದು ನನಗೆ ನಾನೇ ಹೇಳಿಕೊಂಡೆ. "ಸರ್ವಧರ್ಮಾನ್ ಪರಿತ್ಯಜ್ಯ ಮಾಮೇಕಂ ಶರಣಂ ವ್ರಜ" ಎಂಬ ಭಗವಂತನ ಮಾತುಗಳನ್ನು ನನಗೆ ನಾನೇ ಅರಿತು ಪಾಲಿಸಿದ್ದರಿಂದ ಇದು ಸಾಧ್ಯವಾಯಿತು ಎನ್ನುತ್ತಾರೆ. — [600, 610, 760, 656]
article3-col4: ಅವರ ಅಂತ್ಯಕ್ರಿಯೆ ನೆರವೇರಿತು. ಇದಕ್ಕೂ ಮುನ್ನ ಎಸ್‌ಎಂ ಕೃಷ್ಣ ಅವರ ಪಾರ್ಥಿವ ಶರೀರಕ್ಕೆ ಅಂತಿಮ ದರ್ಶನ ಪಡೆದ ಮುಖ್ಯಮಂತ್ರಿ ಸಿದ್ದರಾಮಯ್ಯ, ಡಿಸಿಎಂ ಡಿಕೆ ಶಿವಕುಮಾರ್, ಕೇಂದ್ರ ಸಚಿವರಾದ ಎಚ್‌ಡಿ ಕುಮಾರಸ್ವಾಮಿ ಹಾಗೂ ಪ್ರಹ್ಲಾದ್ ಜೋಶಿ ಪುಷ್ಪನಮನ ಸಲ್ಲಿಸಿದರು. ಮಾಜಿ ಮುಖ್ಯಮಂತ್ರಿಗಳಾದ ಬಿಎಸ್ ಯಡಿಯೂರಪ್ಪ, ಬಸವರಾಜ ಬೊಮ್ಮಾಯಿ, ವಿಧಾನಸಭೆ ಸ್ಪೀಕರ್ ಯುಟಿ ಖಾದರ್, ಸಚಿವರು, ಶಾಸಕರು ಸೇರಿದಂತೆ ಅನೇಕ ಗಣ್ಯರು ನಮನ ಸಲ್ಲಿಸಿದರು. — [772, 1323, 938, 1427]
issue-date: ಗುರುವಾರ 12-12-2024 — [6, 2, 131, 17]
article2-col3: ಪಾಲ್ಗೊಳ್ಳುತ್ತಿದ್ದಾರೆ. ಇದೀಗ ಧರ್ಮಸ್ಥಳ ಗ್ರಾಮಾಭಿವೃದ್ಧಿ ಯೋಜನೆಯು ರಾಜ್ಯದ ಎಲ್ಲಾ ಜಿಲ್ಲೆಗಳಲ್ಲಿ ಕೆಲಸ ಮಾಡುತ್ತಿದೆ. ಸಮಾಜದಲ್ಲಿ ಬದಲಾವಣೆ ತರುವಲ್ಲಿ ಮಹಿಳೆಯರ ಪಾತ್ರ ಮಹತ್ವದ್ದು ಎಂದು ಹೇಳಿದರು. ಡಾ.ನವೀನ ಸನಕೀಳಿ ಚಿತ್ರಕಲೆ ಮಾತನಾಡಿ ಅವರು ಯಾರಿಗೂ ಹೆದರದೆ ಆತ್ಮವಿಶ್ವಾಸದಿಂದ ಬದುಕು ಕಟ್ಟಿಕೊಳ್ಳಬೇಕು. ಸ್ಮಾರ್ಟ್ ಫೋನ್, ಟ್ಯಾಬ್ ಮತ್ತು ವಿಡಿಯೋ ಗೇಮ್ ಗಳಿಂದ ಮಕ್ಕಳನ್ನು ದೂರವಿಟ್ಟು ಉತ್ತಮ ಸಂಸ್ಕಾರ ನೀಡಬೇಕು. ಮಕ್ಕಳ ಶಿಕ್ಷಣದ ಬಗ್ಗೆ ಕಾಳಜಿ ವಹಿಸಬೇಕು. ಆರೋಗ್ಯದ ಬಗ್ಗೆ ಗಮನ ಕೊಡಬೇಕು ಎಂದು ಸಲಹೆ ನೀಡಿದರು. ಕಾರ್ಯಕ್ರಮದಲ್ಲಿ ಅತಿಥಿಗಳು, ಸಂಘದ ಸದಸ್ಯರು ಹಾಗೂ ಸೇವಾ ಪ್ರತಿನಿಧಿಗಳು ಭಾಗವಹಿಸಿದ್ದರು. — [602, 1022, 764, 1161]
article1-header — [252, 30, 940, 128]
gita-column — [6, 28, 243, 1012]
